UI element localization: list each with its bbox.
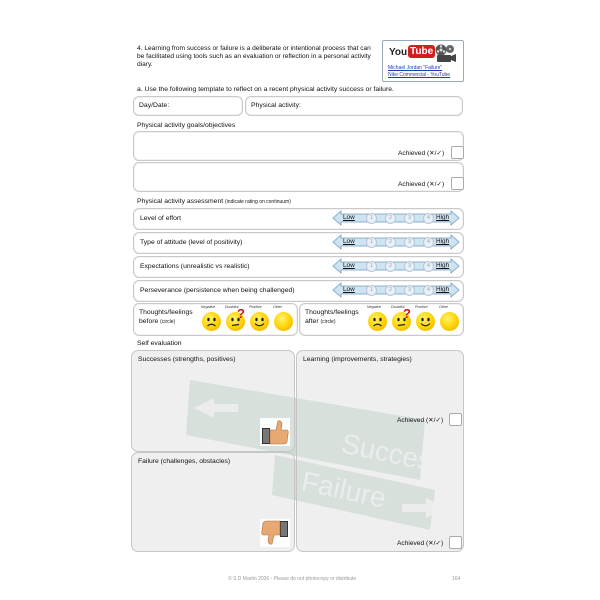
question-text: 4. Learning from success or failure is a deliberate or intentional process that can be facilitated using tools such as an evaluation or reflection in a personal activity diary.: [137, 45, 371, 69]
goal-field-2[interactable]: [133, 162, 464, 192]
rating-point-4[interactable]: 4: [423, 261, 434, 272]
self-evaluation-heading: Self evaluation: [137, 340, 182, 347]
negative-face-icon[interactable]: [202, 312, 221, 331]
thoughts-before-sub: [139, 318, 175, 325]
thumbs-up-icon: [260, 418, 290, 446]
successes-label: Successes (strengths, positives): [138, 356, 236, 363]
achieved-label: Achieved (✕/✓): [398, 181, 445, 188]
learning-panel[interactable]: [296, 350, 464, 552]
thumbs-down-icon: [260, 519, 290, 547]
thoughts-before-label: Thoughts/feelings: [139, 309, 193, 316]
face-caption-positive: Positive: [415, 305, 428, 309]
rating-point-4[interactable]: 4: [423, 213, 434, 224]
rating-continuum[interactable]: [332, 210, 460, 226]
question-mark-icon: ?: [237, 306, 245, 321]
page-number: 164: [452, 576, 461, 582]
instruction-a: a. Use the following template to reflect on a recent physical activity success or failure.: [137, 86, 394, 93]
assessment-row-label: Perseverance (persistence when being challenged): [140, 287, 295, 294]
assessment-row: [133, 208, 464, 230]
rating-low-label: Low: [343, 214, 355, 221]
rating-high-label: High: [436, 238, 450, 245]
rating-point-2[interactable]: 2: [385, 261, 396, 272]
achieved-checkbox[interactable]: [451, 177, 464, 190]
face-caption-negative: Negative: [201, 305, 216, 309]
rating-point-2[interactable]: 2: [385, 213, 396, 224]
face-caption-negative: Negative: [367, 305, 382, 309]
assessment-row-label: Level of effort: [140, 215, 182, 222]
film-reel-icon: [433, 43, 457, 63]
learning-achieved-label-2: Achieved (✕/✓): [397, 540, 444, 547]
day-date-field[interactable]: [133, 96, 243, 116]
failure-panel[interactable]: [131, 452, 295, 552]
youtube-logo: [389, 44, 434, 61]
assessment-row: [133, 256, 464, 278]
rating-point-2[interactable]: 2: [385, 237, 396, 248]
assessment-row: [133, 280, 464, 302]
rating-low-label: Low: [343, 238, 355, 245]
after-word: after: [305, 318, 319, 325]
circle-note: (circle): [160, 319, 176, 325]
thoughts-after-sub: [305, 318, 336, 325]
video-source-link[interactable]: Nike Commercial - YouTube: [388, 72, 451, 78]
circle-note: (circle): [320, 319, 336, 325]
assessment-heading-text: Physical activity assessment: [137, 198, 224, 205]
day-date-label: Day/Date:: [139, 102, 170, 109]
assessment-row-label: Type of attitude (level of positivity): [140, 239, 243, 246]
rating-point-3[interactable]: 3: [404, 285, 415, 296]
learning-achieved-checkbox[interactable]: [449, 413, 462, 426]
youtube-logo-you: You: [389, 47, 408, 58]
goal-field-1[interactable]: [133, 131, 464, 161]
rating-point-1[interactable]: 1: [366, 285, 377, 296]
other-face-icon[interactable]: [274, 312, 293, 331]
rating-point-3[interactable]: 3: [404, 237, 415, 248]
rating-point-4[interactable]: 4: [423, 237, 434, 248]
question-mark-icon: ?: [403, 306, 411, 321]
rating-continuum[interactable]: [332, 258, 460, 274]
goals-heading: Physical activity goals/objectives: [137, 122, 236, 129]
rating-point-2[interactable]: 2: [385, 285, 396, 296]
rating-point-3[interactable]: 3: [404, 261, 415, 272]
youtube-logo-tube: Tube: [410, 46, 434, 57]
learning-achieved-checkbox-2[interactable]: [449, 536, 462, 549]
rating-low-label: Low: [343, 262, 355, 269]
rating-continuum[interactable]: [332, 234, 460, 250]
rating-high-label: High: [436, 214, 450, 221]
youtube-video-link[interactable]: [382, 40, 464, 82]
positive-face-icon[interactable]: [250, 312, 269, 331]
face-caption-other: Other: [273, 305, 282, 309]
rating-point-1[interactable]: 1: [366, 237, 377, 248]
rating-low-label: Low: [343, 286, 355, 293]
thoughts-before-box: [133, 303, 298, 336]
before-word: before: [139, 318, 159, 325]
other-face-icon[interactable]: [440, 312, 459, 331]
rating-point-1[interactable]: 1: [366, 213, 377, 224]
rating-point-1[interactable]: 1: [366, 261, 377, 272]
successes-panel[interactable]: [131, 350, 295, 452]
rating-high-label: High: [436, 286, 450, 293]
physical-activity-label: Physical activity:: [251, 102, 301, 109]
face-caption-doubtful: Doubtful: [391, 305, 405, 309]
rating-point-3[interactable]: 3: [404, 213, 415, 224]
rating-high-label: High: [436, 262, 450, 269]
assessment-heading: [137, 198, 291, 205]
assessment-row-label: Expectations (unrealistic vs realistic): [140, 263, 250, 270]
achieved-label: Achieved (✕/✓): [398, 150, 445, 157]
copyright-footer: © S D Martin 2026 - Please do not photocopy or distribute: [228, 576, 357, 582]
rating-point-4[interactable]: 4: [423, 285, 434, 296]
face-caption-positive: Positive: [249, 305, 262, 309]
thoughts-after-label: Thoughts/feelings: [305, 309, 359, 316]
achieved-checkbox[interactable]: [451, 146, 464, 159]
physical-activity-field[interactable]: [245, 96, 463, 116]
learning-achieved-label: Achieved (✕/✓): [397, 417, 444, 424]
assessment-note: (indicate rating on continuum): [225, 199, 291, 205]
assessment-row: [133, 232, 464, 254]
positive-face-icon[interactable]: [416, 312, 435, 331]
learning-label: Learning (improvements, strategies): [303, 356, 412, 363]
face-caption-other: Other: [439, 305, 448, 309]
rating-continuum[interactable]: [332, 282, 460, 298]
failure-label: Failure (challenges, obstacles): [138, 458, 231, 465]
thoughts-after-box: [299, 303, 464, 336]
video-title-link[interactable]: Michael Jordan "Failure": [388, 65, 443, 71]
negative-face-icon[interactable]: [368, 312, 387, 331]
face-caption-doubtful: Doubtful: [225, 305, 239, 309]
